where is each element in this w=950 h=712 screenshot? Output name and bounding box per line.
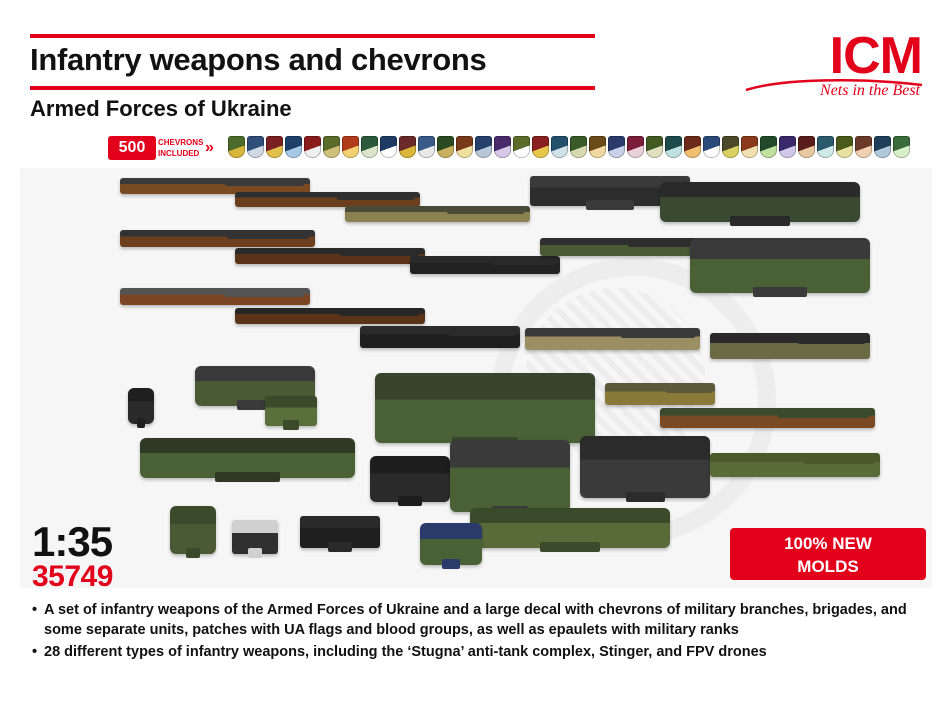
assault-rifle-ak-wood-barrel	[225, 182, 305, 186]
description-item-1: • A set of infantry weapons of the Armed Forces of Ukraine and a large decal with chevrons of military branches, brigades, and some separate units, patches with UA flags and blood groups, as well as epaulets with military ranks	[44, 600, 920, 640]
grenade-launcher-wheeled-mount	[753, 287, 807, 297]
tripod-optics-unit	[450, 440, 570, 512]
assault-rifle-ak-wood-2-barrel	[337, 196, 415, 200]
chevron-35	[874, 136, 891, 158]
chevron-5	[304, 136, 321, 158]
chevron-16	[513, 136, 530, 158]
chevron-11	[418, 136, 435, 158]
pistol-mount	[137, 418, 145, 428]
chevron-2	[247, 136, 264, 158]
chevron-31	[798, 136, 815, 158]
brand-tagline: Nets in the Best	[820, 82, 920, 99]
description-block	[30, 600, 920, 664]
description-item-2: • 28 different types of infantry weapons, including the ‘Stugna’ anti-tank complex, Stinger, and FPV drones	[44, 642, 920, 662]
chevron-32	[817, 136, 834, 158]
fpv-drone-mount	[328, 542, 352, 552]
optics-unit-green-mount	[442, 559, 461, 569]
chevron-21	[608, 136, 625, 158]
chevron-20	[589, 136, 606, 158]
rocket-tube-green	[710, 453, 880, 477]
bullpup-rifle-camo	[710, 333, 870, 359]
rpg-launcher-wood-barrel	[778, 414, 868, 418]
sniper-rifle-tan	[525, 328, 700, 350]
chevron-36	[893, 136, 910, 158]
product-code: 35749	[32, 560, 113, 593]
product-artwork	[20, 168, 932, 588]
chevron-13	[456, 136, 473, 158]
assault-rifle-ak-grey-barrel	[225, 293, 305, 297]
brand-logo-text: ICM	[829, 27, 922, 85]
chevron-25	[684, 136, 701, 158]
chevron-badge-caption: CHEVRONS INCLUDED	[158, 138, 204, 158]
chevron-10	[399, 136, 416, 158]
chevron-7	[342, 136, 359, 158]
chevron-23	[646, 136, 663, 158]
page-subtitle: Armed Forces of Ukraine	[30, 96, 292, 121]
chevron-count-badge: 500	[108, 136, 156, 160]
ammo-box-mount	[283, 420, 299, 430]
scale-label: 1:35	[32, 518, 113, 565]
rifle-ar-green-barrel	[628, 243, 695, 247]
drone-controller-mount	[248, 548, 262, 558]
new-molds-line-2: MOLDS	[797, 557, 859, 576]
bullpup-rifle-camo-barrel	[798, 340, 865, 344]
grenade-launcher-wheeled	[690, 238, 870, 293]
chevron-30	[779, 136, 796, 158]
recoilless-rifle-mount	[215, 472, 280, 482]
chevron-17	[532, 136, 549, 158]
brand-logo	[738, 26, 928, 108]
machine-gun-pkm-mount	[586, 200, 634, 210]
chevron-1	[228, 136, 245, 158]
assault-rifle-ak-dark-barrel	[340, 312, 420, 316]
chevron-19	[570, 136, 587, 158]
assault-rifle-akm-barrel	[340, 252, 420, 256]
chevron-24	[665, 136, 682, 158]
chevron-27	[722, 136, 739, 158]
rocket-tube-green-barrel	[804, 460, 875, 464]
equipment-case-mount	[398, 496, 422, 506]
chevron-4	[285, 136, 302, 158]
chevron-14	[475, 136, 492, 158]
chevron-8	[361, 136, 378, 158]
machine-gun-mount	[580, 436, 710, 498]
chevron-3	[266, 136, 283, 158]
chevron-15	[494, 136, 511, 158]
rpg-rocket-1-barrel	[666, 389, 712, 393]
chevron-33	[836, 136, 853, 158]
chevron-12	[437, 136, 454, 158]
chevron-28	[741, 136, 758, 158]
machine-gun-heavy-mount	[730, 216, 790, 226]
chevron-26	[703, 136, 720, 158]
atgm-stugna-launcher	[375, 373, 595, 443]
chevron-18	[551, 136, 568, 158]
rifle-m4-black-barrel	[493, 261, 556, 265]
chevron-strip	[228, 132, 928, 166]
assault-rifle-ak74-barrel	[227, 235, 309, 239]
machine-gun-mount-mount	[626, 492, 665, 502]
chevron-9	[380, 136, 397, 158]
backpack-pouch	[170, 506, 216, 554]
new-molds-badge	[730, 528, 926, 580]
assault-rifle-camo-barrel	[447, 210, 525, 214]
chevron-22	[627, 136, 644, 158]
rpg-rocket-1	[605, 383, 715, 405]
manpads-stinger-mount	[540, 542, 600, 552]
sniper-rifle-tan-barrel	[621, 334, 695, 338]
page-title: Infantry weapons and chevrons	[30, 42, 487, 77]
bullpup-rifle-barrel	[448, 332, 515, 336]
chevron-arrows-icon: »	[205, 139, 211, 156]
header-rule-middle	[30, 86, 595, 90]
chevron-29	[760, 136, 777, 158]
chevron-34	[855, 136, 872, 158]
new-molds-line-1: 100% NEW	[784, 534, 872, 553]
rpg-launcher-wood	[660, 408, 875, 428]
backpack-pouch-mount	[186, 548, 200, 558]
bullpup-rifle	[360, 326, 520, 348]
chevron-6	[323, 136, 340, 158]
